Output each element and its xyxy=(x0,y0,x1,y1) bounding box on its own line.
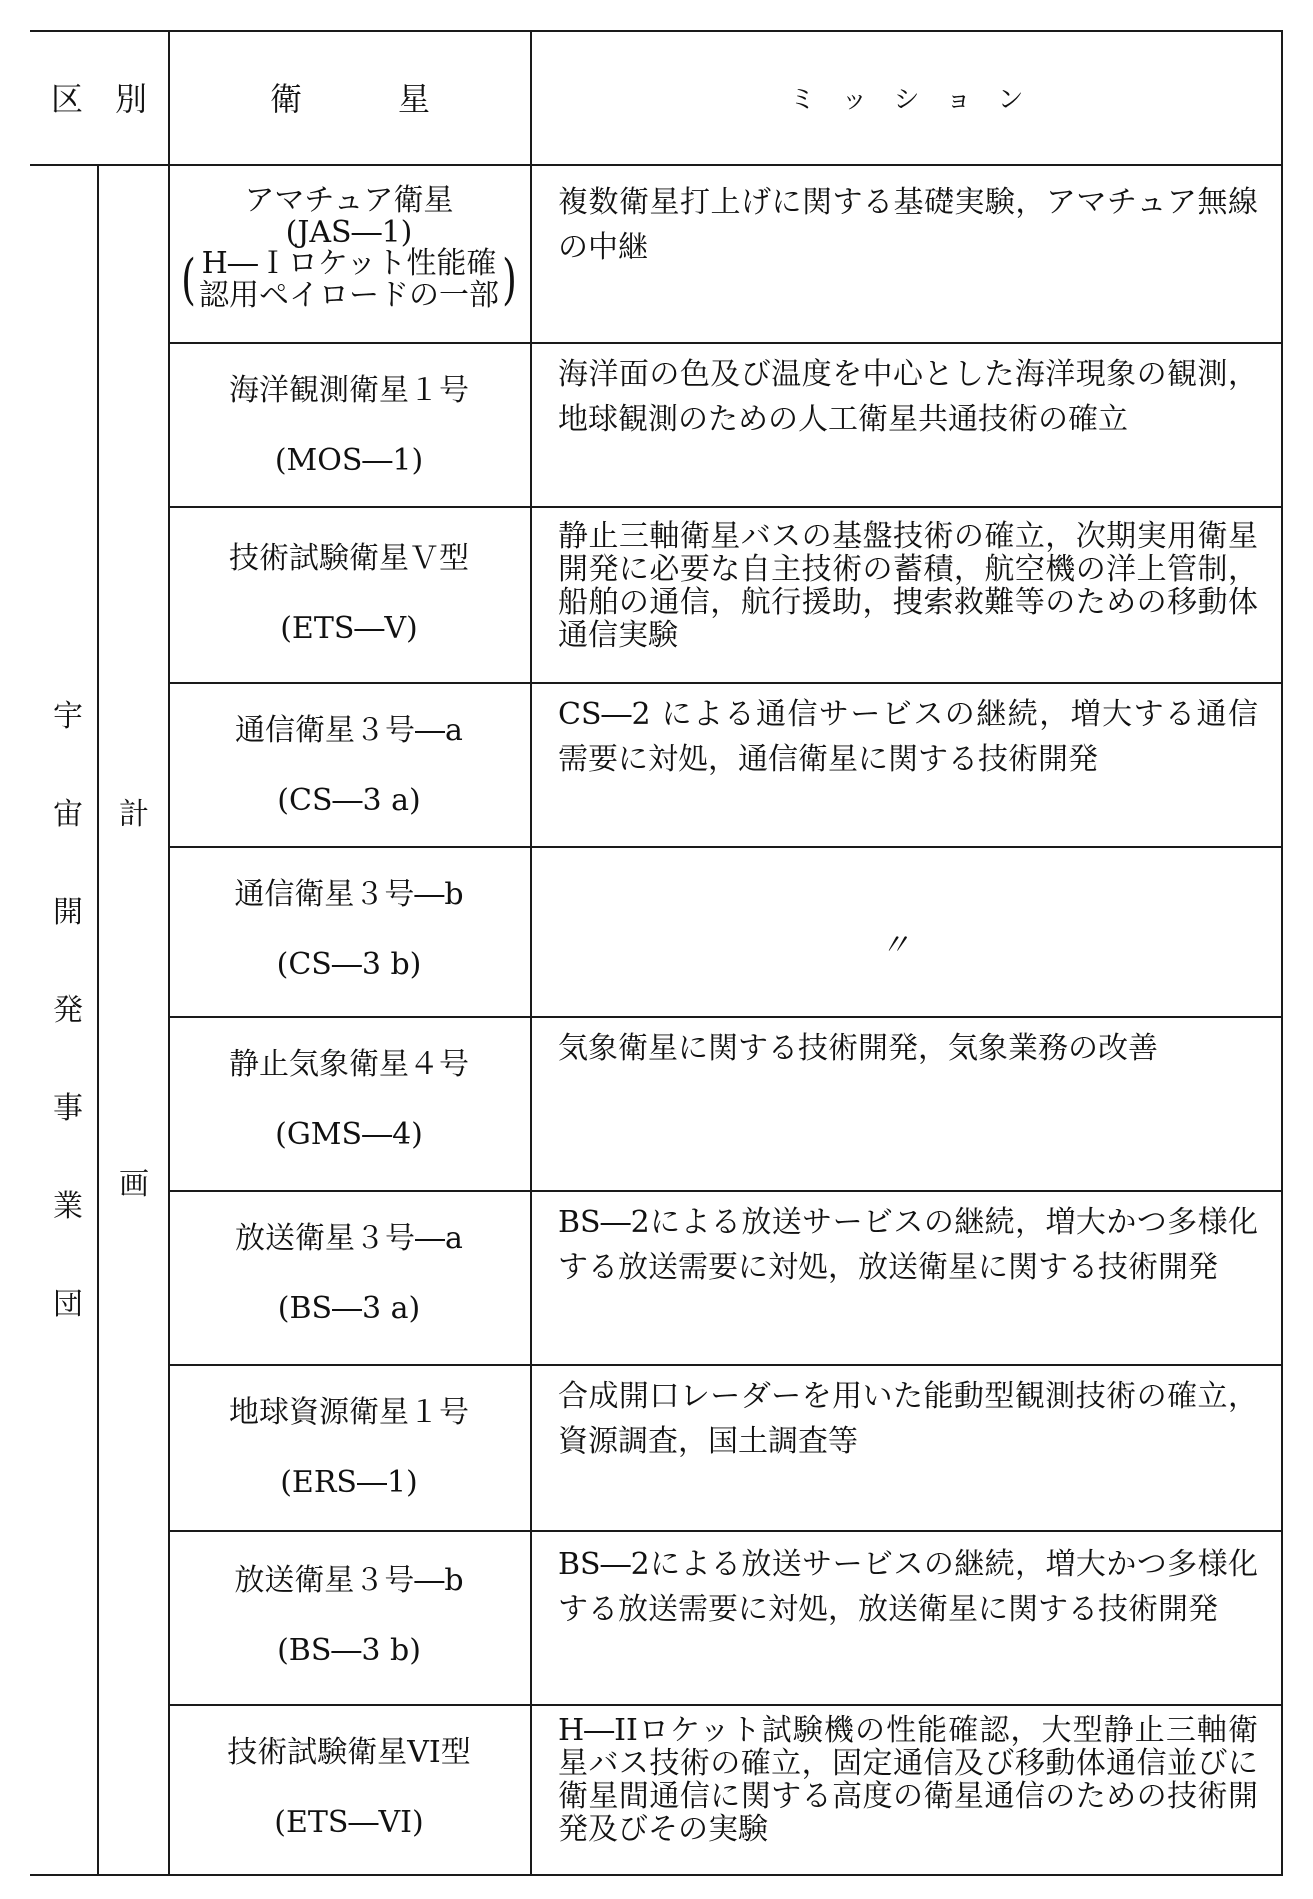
satellite-cell xyxy=(170,712,528,820)
org-char: 発 xyxy=(53,993,83,1028)
rule-row-2 xyxy=(170,506,1283,508)
satellite-code: (ETS―V) xyxy=(280,611,418,646)
mission-text: 静止三軸衛星バスの基盤技術の確立，次期実用衛星開発に必要な自主技術の蓄積，航空機の洋上管制，船舶の通信，航行援助，捜索救難等のための移動体通信実験 xyxy=(558,519,1258,653)
satellite-note: ( H―Ｉロケット性能確 認用ペイロードの一部 ) xyxy=(181,246,517,313)
rule-col-satellite xyxy=(530,30,532,1874)
rule-row-6 xyxy=(170,1190,1283,1192)
satellite-cell xyxy=(170,1046,528,1154)
satellite-code: (MOS―1) xyxy=(274,443,424,478)
rule-row-4 xyxy=(170,846,1283,848)
plan-char: 計 xyxy=(119,797,149,832)
mission-text: 海洋面の色及び温度を中心とした海洋現象の観測，地球観測のための人工衛星共通技術の確立 xyxy=(558,357,1258,437)
satellite-cell xyxy=(170,184,528,312)
plan-label xyxy=(116,797,152,1202)
org-label xyxy=(50,699,86,1322)
satellite-cell xyxy=(170,1394,528,1502)
org-char: 業 xyxy=(53,1189,83,1224)
plan-char: 画 xyxy=(119,1167,149,1202)
satellite-name: 通信衛星３号―a xyxy=(235,713,463,748)
satellite-name: アマチュア衛星 xyxy=(244,183,454,218)
mission-text: BS―2による放送サービスの継続，増大かつ多様化する放送需要に対処，放送衛星に関する技術開発 xyxy=(558,1547,1258,1627)
satellite-code: (ERS―1) xyxy=(280,1465,418,1500)
mission-text: CS―2 による通信サービスの継続，増大する通信需要に対処，通信衛星に関する技術開発 xyxy=(558,697,1258,777)
satellite-name: 地球資源衛星１号 xyxy=(229,1395,469,1430)
org-char: 開 xyxy=(53,895,83,930)
rule-row-1 xyxy=(170,342,1283,344)
satellite-code: (GMS―4) xyxy=(275,1117,423,1152)
satellite-code: (ETS―VI) xyxy=(274,1805,424,1840)
mission-text: 合成開口レーダーを用いた能動型観測技術の確立，資源調査，国土調査等 xyxy=(558,1379,1258,1459)
satellite-cell xyxy=(170,876,528,984)
satellite-name: 技術試験衛星Ｖ型 xyxy=(229,541,469,576)
satellite-code: (CS―3 b) xyxy=(276,947,422,982)
rule-row-8 xyxy=(170,1530,1283,1532)
satellite-cell xyxy=(170,540,528,648)
rule-row-9 xyxy=(170,1704,1283,1706)
header-satellite: 衛 星 xyxy=(269,80,430,118)
rule-row-5 xyxy=(170,1016,1283,1018)
satellite-cell xyxy=(170,1734,528,1842)
satellite-name: 技術試験衛星VI型 xyxy=(227,1735,471,1770)
satellite-cell xyxy=(170,1562,528,1670)
satellite-cell xyxy=(170,1220,528,1328)
rule-header-bottom xyxy=(30,164,1283,166)
mission-text: BS―2による放送サービスの継続，増大かつ多様化する放送需要に対処，放送衛星に関する技術開発 xyxy=(558,1205,1258,1285)
rule-bottom xyxy=(30,1874,1283,1876)
satellite-cell xyxy=(170,372,528,480)
org-char: 事 xyxy=(53,1091,83,1126)
satellite-name: 静止気象衛星４号 xyxy=(229,1047,469,1082)
satellite-code: (JAS―1) xyxy=(285,215,413,250)
satellite-code: (CS―3 a) xyxy=(277,783,421,818)
ditto-mark: 〃 xyxy=(880,928,910,963)
rule-row-3 xyxy=(170,682,1283,684)
header-category: 区 別 xyxy=(50,80,147,118)
rule-right xyxy=(1281,30,1283,1874)
mission-text: 複数衛星打上げに関する基礎実験，アマチュア無線の中継 xyxy=(558,185,1258,265)
org-char: 団 xyxy=(53,1287,83,1322)
header-mission: ミ ッ シ ョ ン xyxy=(789,84,1024,115)
satellite-code: (BS―3 a) xyxy=(277,1291,421,1326)
mission-text: H―IIロケット試験機の性能確認，大型静止三軸衛星バス技術の確立，固定通信及び移動体通信並びに衛星間通信に関する高度の衛星通信のための技術開発及びその実験 xyxy=(558,1713,1258,1847)
satellite-code: (BS―3 b) xyxy=(277,1633,421,1668)
satellite-name: 放送衛星３号―a xyxy=(235,1221,463,1256)
rule-row-7 xyxy=(170,1364,1283,1366)
org-char: 宙 xyxy=(53,797,83,832)
satellite-name: 海洋観測衛星１号 xyxy=(229,373,469,408)
satellite-name: 放送衛星３号―b xyxy=(234,1563,464,1598)
rule-col-org-plan xyxy=(97,164,99,1874)
org-char: 宇 xyxy=(53,699,83,734)
mission-text: 気象衛星に関する技術開発，気象業務の改善 xyxy=(558,1031,1158,1066)
satellite-name: 通信衛星３号―b xyxy=(234,877,464,912)
